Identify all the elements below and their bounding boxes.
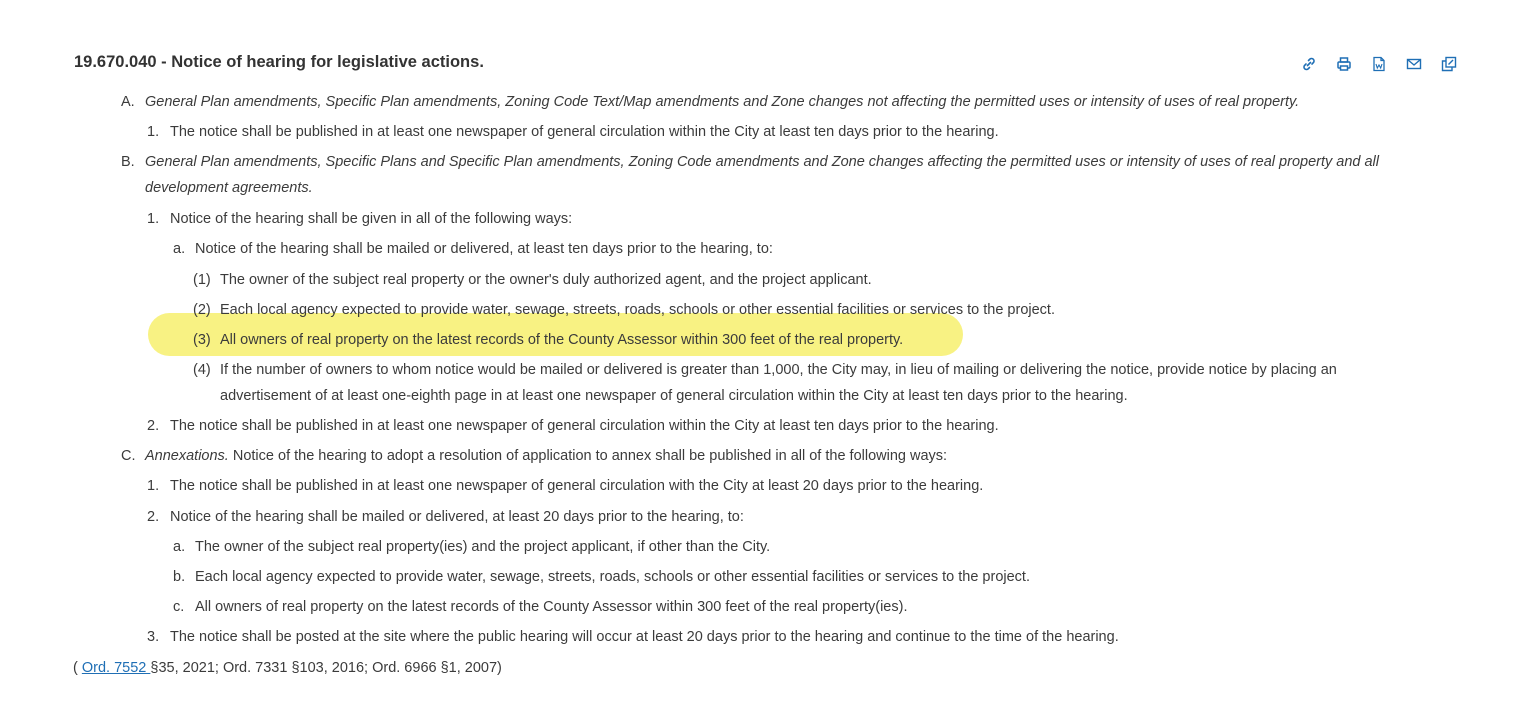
list-marker: 1. — [147, 124, 160, 140]
list-item-text: Each local agency expected to provide water, sewage, streets, roads, schools or other essential facilities or services to the project. — [220, 302, 1055, 318]
list-marker: C. — [121, 448, 136, 464]
list-marker: (1) — [193, 272, 211, 288]
list-item-text: The notice shall be published in at least one newspaper of general circulation within the City at least ten days prior to the hearing. — [170, 124, 999, 140]
list-item-text: All owners of real property on the latest records of the County Assessor within 300 feet of the real property. — [220, 332, 904, 348]
list-item-text: The notice shall be published in at least one newspaper of general circulation within the City at least ten days prior to the hearing. — [170, 418, 999, 434]
list-marker: b. — [173, 569, 186, 585]
list-marker: A. — [121, 94, 135, 110]
list-item-text: Notice of the hearing shall be mailed or delivered, at least ten days prior to the hearing, to: — [195, 241, 773, 257]
section-title: 19.670.040 - Notice of hearing for legislative actions. — [74, 53, 484, 71]
list-item-text: The owner of the subject real property(ies) and the project applicant, if other than the City. — [195, 539, 771, 555]
list-marker: (3) — [193, 332, 211, 348]
list-item-text: If the number of owners to whom notice would be mailed or delivered is greater than 1,000, the City may, in lieu of mailing or delivering the notice, provide notice by placing an — [220, 362, 1337, 378]
list-item-text-rest: Notice of the hearing to adopt a resolution of application to annex shall be published in all of the following ways: — [228, 448, 948, 464]
list-item-text — [145, 443, 947, 469]
list-marker: a. — [173, 241, 186, 257]
list-marker: 1. — [147, 478, 160, 494]
history-citations: §35, 2021; Ord. 7331 §103, 2016; Ord. 6966 §1, 2007) — [150, 660, 502, 676]
section-toolbar — [1300, 55, 1458, 73]
email-icon[interactable] — [1405, 55, 1423, 73]
list-item-text: Notice of the hearing shall be mailed or delivered, at least 20 days prior to the hearing, to: — [170, 509, 744, 525]
list-marker: 1. — [147, 211, 160, 227]
list-item-text: General Plan amendments, Specific Plan amendments, Zoning Code Text/Map amendments and Zone changes not affecting the permitted uses or intensity of uses of real property. — [145, 94, 1300, 110]
list-item-text: General Plan amendments, Specific Plans and Specific Plan amendments, Zoning Code amendments and Zone changes affecting the permitted uses or intensity of uses of real property and all — [145, 154, 1380, 170]
list-item-text: Notice of the hearing shall be given in all of the following ways: — [170, 211, 573, 227]
list-marker: 3. — [147, 629, 160, 645]
list-marker: 2. — [147, 509, 160, 525]
italic-lead: Annexations. — [145, 448, 229, 464]
list-marker: a. — [173, 539, 186, 555]
list-item-text: The notice shall be published in at least one newspaper of general circulation with the City at least 20 days prior to the hearing. — [170, 478, 984, 494]
ordinance-link[interactable]: Ord. 7552 — [81, 660, 151, 676]
word-doc-icon[interactable] — [1370, 55, 1388, 73]
list-item-text: All owners of real property on the latest records of the County Assessor within 300 feet of the real property(ies). — [195, 599, 908, 615]
list-marker: c. — [173, 599, 185, 615]
list-item-text: development agreements. — [145, 180, 313, 196]
compare-icon[interactable] — [1440, 55, 1458, 73]
list-item-text: Each local agency expected to provide water, sewage, streets, roads, schools or other essential facilities or services to the project. — [195, 569, 1030, 585]
list-marker: (2) — [193, 302, 211, 318]
list-marker: 2. — [147, 418, 160, 434]
list-item-text: The owner of the subject real property or the owner's duly authorized agent, and the project applicant. — [220, 272, 872, 288]
list-marker: B. — [121, 154, 135, 170]
list-marker: (4) — [193, 362, 211, 378]
list-item-text: advertisement of at least one-eighth page in at least one newspaper of general circulation within the City at least ten days prior to the hearing. — [220, 388, 1128, 404]
history-open-paren: ( — [73, 660, 82, 676]
link-icon[interactable] — [1300, 55, 1318, 73]
history-note — [73, 656, 502, 680]
list-item-text: The notice shall be posted at the site where the public hearing will occur at least 20 days prior to the hearing and continue to the time of the hearing. — [170, 629, 1119, 645]
print-icon[interactable] — [1335, 55, 1353, 73]
